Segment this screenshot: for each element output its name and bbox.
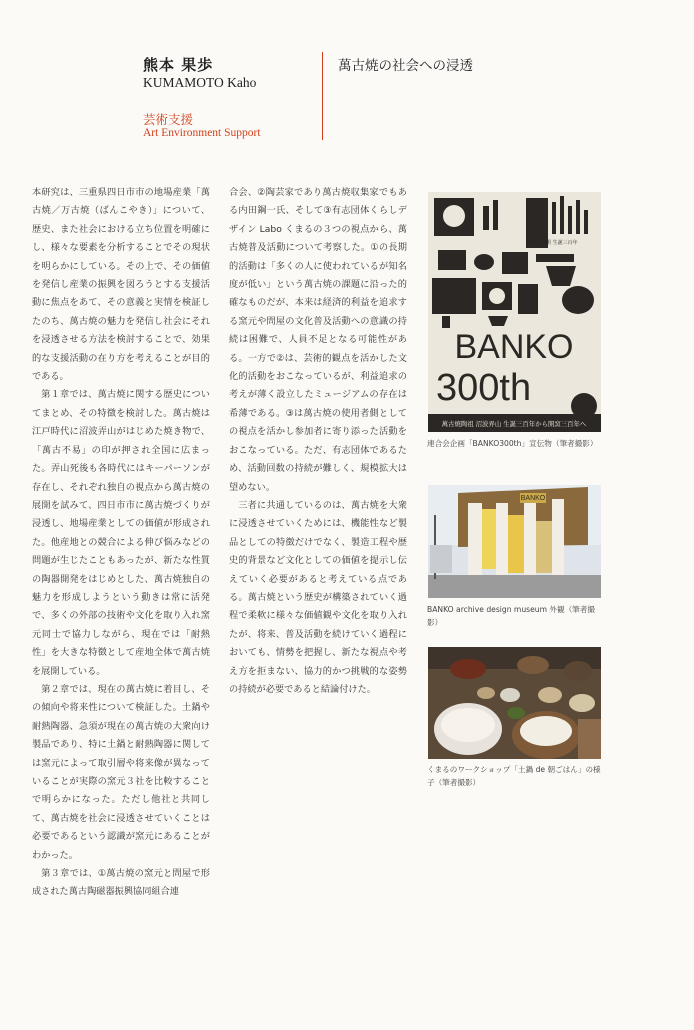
museum-exterior-photo [428,485,601,598]
museum-caption: BANKO archive design museum 外観（筆者撮影） [427,605,595,627]
workshop-photo-artwork [428,647,601,759]
body-column-2 [229,184,407,699]
paragraph: 第１章では、萬古焼に関する歴史についてまとめ、その特徴を検討した。萬古焼は江戸時代に沼波弄山がはじめた焼き物で、「萬古不易」の印が押され全国に広まった。弄山死後も各時代にはキーパーソンが存在し、それぞれ独自の視点から萬古焼の展開を試みて、四日市市に萬古焼づくりが浸透し、地場産業としての価値が形成された。他産地との競合による伸び悩みなどの問題が生じたこともあったが、新たな性質の陶器開発をはじめとした、萬古焼独自の魅力を形成しようという動きは常に活発で、多くの外部の技術や文化を取り入れ窯元同士で協力しながら、現在では「耐熱性」を大きな特徴として産地全体で萬古焼を展開している。 [32,389,210,677]
poster-banko-text: BANKO [454,328,574,366]
author-name-ja: 熊本 果歩 [143,56,214,74]
paragraph: 三者に共通しているのは、萬古焼を大衆に浸透させていくためには、機能性など製品としての特徴だけでなく、製造工程や歴史的背景など文化としての価値を提示し伝えていく必要があると考えている点である。萬古焼という歴史が構築されていく過程で柔軟に様々な価値観や文化を取り入れたが、将来、普及活動を続けていく過程においても、情勢を把握し、新たな視点や考え方を拒まない、協力的かつ挑戦的な姿勢の持続が必要であると結論付けた。 [229,499,407,695]
paragraph: 本研究は、三重県四日市市の地場産業「萬古焼／万古焼（ばんこやき）」について、歴史、また社会における立ち位置を明確にし、様々な要素を分析することでその現状を明らかにしている。その上で、その価値を発信し産業の振興を図ろうとする支援活動に焦点をあて、その意義と実情を検証したのち、萬古焼の魅力を発信し社会にそれを浸透させる方法を検討することで、効果的な支援活動の在り方を考えることが目的である。 [32,187,210,383]
poster-artwork [428,192,601,432]
poster-300th-text: 300th [436,367,532,409]
paragraph: 第３章では、①萬古焼の窯元と問屋で形成された萬古陶磁器振興協同組合連 [32,868,210,898]
poster-caption: 連合会企画「BANKO300th」宣伝物（筆者撮影） [427,439,598,448]
header-divider [322,52,323,140]
article-title: 萬古焼の社会への浸透 [338,58,473,74]
workshop-caption: くまるのワークショップ「土鍋 de 朝ごはん」の様子（筆者撮影） [427,765,601,787]
paragraph: 第２章では、現在の萬古焼に着目し、その傾向や将来性について検証した。土鍋や耐熱陶器、急須が現在の萬古焼の大衆向け製品であり、特に土鍋と耐熱陶器に関しては窯元によって取引層や将来像が異なっていることが実際の窯元３社を比較することで明らかになった。ただし他社と共同して、萬古焼を社会に浸透させていくことは必要であるという認識が窯元にあることがわかった。 [32,683,210,861]
author-name-en: KUMAMOTO Kaho [143,75,257,90]
poster-line1: 沼波弄山顕 生誕三百年 [526,240,578,246]
department-en: Art Environment Support [143,127,261,139]
workshop-photo [428,647,601,759]
department-ja: 芸術支援 [143,112,194,127]
banko300th-poster-image [428,192,601,432]
museum-photo-artwork [428,485,601,598]
poster-subtitle: 萬古焼陶祖 沼波弄山 生誕三百年から開窯三百年へ [441,420,587,428]
paragraph: 合会、②陶芸家であり萬古焼収集家でもある内田鋼一氏、そして③有志団体くらしデザイン Labo くまるの３つの視点から、萬古焼普及活動について考察した。①の長期的活動は「多くの人に使われているが知名度が低い」という萬古焼の課題に沿った的確なものだが、本来は経済的利益を追求する窯元や問屋の文化普及活動への意識の持続は困難で、人員不足となる可能性がある。一方で②は、芸術的観点を活かした文化的活動をおこなっているが、利益追求の考えが薄く設立したミュージアムの存在は希薄である。③は萬古焼の使用者側としての視点を活かし参加者に寄り添った活動をおこなっている。ただ、有志団体であるため、活動回数の持続が難しく、規模拡大は望めない。 [229,187,407,493]
museum-sign: BANKO [520,495,546,502]
body-column-1 [32,184,210,902]
